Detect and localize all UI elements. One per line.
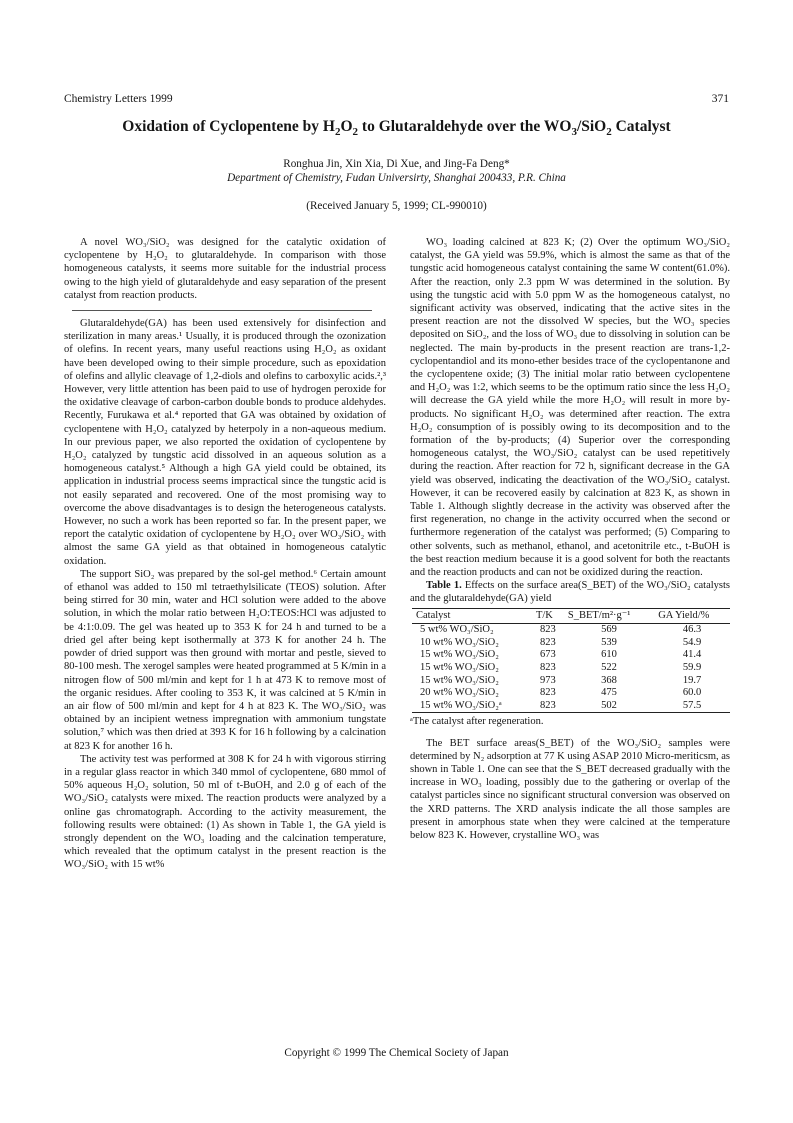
- col-header-temperature: T/K: [535, 609, 553, 621]
- body-paragraph: WO₃ loading calcined at 823 K; (2) Over the optimum WO₃/SiO₂ catalyst, the GA yield was 59.9%, which is almost the same as that of the tungstic acid homogeneous catalyst containing the same W content(61.0%). After the reaction, only 2.3 ppm W was determined in the solution. By using the tungstic acid with 5.0 ppm W as the homogeneous catalyst, no significant activity was observed, indicating that the active sites in the present reaction are not the dissolved W species, but the WO₃ species deposited on SiO₂, and the loss of WO₃ due to dissolving in solution can be neglected. The main by-products in the present reaction are trans-1,2-cyclopentandiol and its mono-ether besides trace of the cyclopentanone and the cyclopentene oxide; (3) The initial molar ratio between cyclopentene and H₂O₂ was 1:2, which seems to be the optimum ratio since the less H₂O₂ will decrease the GA yield while the more H₂O₂ will result in more by-products. No significant H₂O₂ was determined after reaction. The extra H₂O₂ consumption of is possibly owing to its decomposition and to the formation of the by-products; (4) Superior over the corresponding homogeneous catalyst, the WO₃/SiO₂ catalyst can be used repetitively during the reaction. After reaction for 72 h, significant decrease in the GA yield was observed, indicating the deactivation of the WO₃/SiO₂ catalyst. However, it can be recovered easily by calcination at 823 K, as shown in Table 1. Although slightly decrease in the activity was observed after the first regeneration, no change in the activity occurred when the second or furthermore regeneration of the catalyst was performed; (5) Comparing to other solvents, such as methanol, ethanol, and acetonitrile etc., t-BuOH is the best reaction medium because it is a good solvent for both the reactants and the reaction products and can not be oxidized during the reaction.: [410, 237, 730, 579]
- cell-temperature: 823: [540, 699, 556, 711]
- cell-surface-area: 569: [601, 624, 617, 636]
- cell-temperature: 823: [540, 624, 556, 636]
- cell-ga-yield: 59.9: [682, 662, 702, 674]
- table-label: Table 1.: [426, 580, 462, 592]
- table-row: [412, 662, 730, 675]
- table-row: [412, 700, 730, 713]
- table-row: [412, 675, 730, 688]
- cell-surface-area: 475: [601, 687, 617, 699]
- body-paragraph: The support SiO₂ was prepared by the sol-gel method.⁶ Certain amount of ethanol was added to 150 ml tetraethylsilicate (TEOS) solution. After being stirred for 30 min, water and HCl solution were added to the above solution, in which the molar ratio between H₂O:TEOS:HCl was adjusted to be 4:1:0.09. The gel was heated up to 353 K for 24 h and turned to be a dried gel after being kept isothermally at 373 K for another 24 h. The powder of dried support was then ground with mortar and pestle, sieved to 80-100 mesh. The xerogel samples were heated programmed at 5 K/min in a nitrogen flow of 500 ml/min and kept for 1 h at 473 K to remove most of the organic residues. After cooling to 353 K, it was calcined at 5 K/min in an air flow of 500 ml/min and kept for 4 h at 823 K. The WO₃/SiO₂ was obtained by an incipient wetness impregnation with ammonium tungstate solution,⁷ which was then dried at 393 K for 16 h following by a calcination at 823 K for another 16 h.: [64, 568, 386, 752]
- table-caption: [410, 579, 730, 605]
- cell-ga-yield: 46.3: [682, 624, 702, 636]
- copyright-footer: Copyright © 1999 The Chemical Society of Japan: [284, 1047, 509, 1059]
- cell-ga-yield: 41.4: [682, 649, 702, 661]
- table-row: [412, 649, 730, 662]
- cell-catalyst: 15 wt% WO₃/SiO₂ᵃ: [420, 699, 502, 711]
- table-footnote: ᵃThe catalyst after regeneration.: [410, 716, 544, 728]
- table-row: [412, 687, 730, 700]
- col-header-ga-yield: GA Yield/%: [658, 609, 710, 621]
- table-row: [412, 624, 730, 637]
- cell-catalyst: 20 wt% WO₃/SiO₂: [420, 687, 499, 699]
- received-date: (Received January 5, 1999; CL-990010): [306, 200, 487, 212]
- cell-ga-yield: 57.5: [682, 699, 702, 711]
- table-row: [412, 637, 730, 650]
- col-header-surface-area: S_BET/m²·g⁻¹: [567, 609, 631, 621]
- cell-ga-yield: 19.7: [682, 674, 702, 686]
- cell-temperature: 823: [540, 662, 556, 674]
- cell-ga-yield: 54.9: [682, 636, 702, 648]
- author-list: Ronghua Jin, Xin Xia, Di Xue, and Jing-Fa Deng*: [283, 158, 510, 170]
- cell-surface-area: 502: [601, 699, 617, 711]
- cell-catalyst: 15 wt% WO₃/SiO₂: [420, 649, 499, 661]
- abstract: A novel WO₃/SiO₂ was designed for the catalytic oxidation of cyclopentene by H₂O₂ to glutaraldehyde. In comparison with those homogeneous catalysts, it seems more suitable for the industrial process owing to the high yield of glutaraldehyde and easy separation of the present catalyst from reaction products.: [64, 237, 386, 301]
- page-number: 371: [711, 93, 729, 105]
- cell-ga-yield: 60.0: [682, 687, 702, 699]
- cell-temperature: 673: [540, 649, 556, 661]
- cell-surface-area: 522: [601, 662, 617, 674]
- table-header-row: [412, 608, 730, 624]
- left-column: [64, 236, 386, 872]
- cell-catalyst: 10 wt% WO₃/SiO₂: [420, 636, 499, 648]
- cell-temperature: 823: [540, 636, 556, 648]
- cell-surface-area: 368: [601, 674, 617, 686]
- cell-surface-area: 539: [601, 636, 617, 648]
- col-header-catalyst: Catalyst: [416, 609, 451, 621]
- journal-name: Chemistry Letters 1999: [64, 93, 173, 105]
- affiliation: Department of Chemistry, Fudan Universirty, Shanghai 200433, P.R. China: [227, 172, 566, 184]
- table-caption-text: Effects on the surface area(S_BET) of the WO₃/SiO₂ catalysts and the glutaraldehyde(GA) yield: [410, 580, 730, 605]
- cell-temperature: 823: [540, 687, 556, 699]
- abstract-divider: [72, 310, 372, 311]
- body-paragraph: Glutaraldehyde(GA) has been used extensively for disinfection and sterilization in many areas.¹ Usually, it is produced through the ozonization of olefins. In recent years, many useful reactions using H₂O₂ as oxidant have been developed owing to their simple procedure, such as epoxidation of olefins and allylic cleavage of 1,2-diols and olefins to carboxylic acids.²,³ However, very little attention has been paid to use of hydrogen peroxide for the oxidative cleavage of carbon-carbon double bonds to produce aldehydes. Recently, Furukawa et al.⁴ reported that GA was obtained by oxidation of cyclopentene with H₂O₂ catalyzed by heterpoly in a non-aqueous medium. In our previous paper, we also reported the oxidation of cyclopentene by H₂O₂ catalyzed by tungstic acid dissolved in an aqueous solution as a homogeneous catalyst.⁵ Although a high GA yield could be obtained, its application in industrial process seems impractical since the tungstic acid is not easily separated and recovered. One of the most promising way to overcome the above disadvantages is to design the heterogeneous catalysts. However, no such a work has been reported so far. In the present paper, we report the catalytic oxidation of cyclopentene by H₂O₂ over WO₃/SiO₂ with almost the same GA yield as that obtained in homogeneous catalytic oxidation.: [64, 318, 386, 567]
- cell-temperature: 973: [540, 674, 556, 686]
- results-table: [412, 608, 730, 714]
- paper-title: Oxidation of Cyclopentene by $H_2O_2$ to Glutaraldehyde over the $WO_3/SiO_2$ Catalyst: [122, 118, 671, 139]
- body-paragraph: The activity test was performed at 308 K for 24 h with vigorous stirring in a regular glass reactor in which 340 mmol of cyclopentene, 680 mmol of 50% aqueous H₂O₂ solution, 50 ml of t-BuOH, and 2.0 g of each of the WO₃/SiO₂ catalysts were mixed. The reaction products were analyzed by a online gas chromatograph. According to the activity measurement, the following results were obtained: (1) As shown in Table 1, the GA yield is strongly dependent on the WO₃ loading and the calcination temperature, which revealed that the optimum catalyst in the present reaction is the WO₃/SiO₂ with 15 wt%: [64, 753, 386, 871]
- right-column: [410, 236, 730, 842]
- cell-catalyst: 15 wt% WO₃/SiO₂: [420, 662, 499, 674]
- cell-surface-area: 610: [601, 649, 617, 661]
- cell-catalyst: 5 wt% WO₃/SiO₂: [420, 624, 494, 636]
- body-paragraph: The BET surface areas(S_BET) of the WO₃/SiO₂ samples were determined by N₂ adsorption at 77 K using ASAP 2010 Micro-meriticsm, as shown in Table 1. One can see that the S_BET decreased gradually with the increase in WO₃ loading, possibly due to the gathering or overlap of the catalyst particles since no significant structural conversion was observed on the XRD patterns. The XRD analysis indicate the all those samples are present in amorphous state when they were calcined at the temperature below 823 K. However, crystalline WO₃ was: [410, 737, 730, 842]
- cell-catalyst: 15 wt% WO₃/SiO₂: [420, 674, 499, 686]
